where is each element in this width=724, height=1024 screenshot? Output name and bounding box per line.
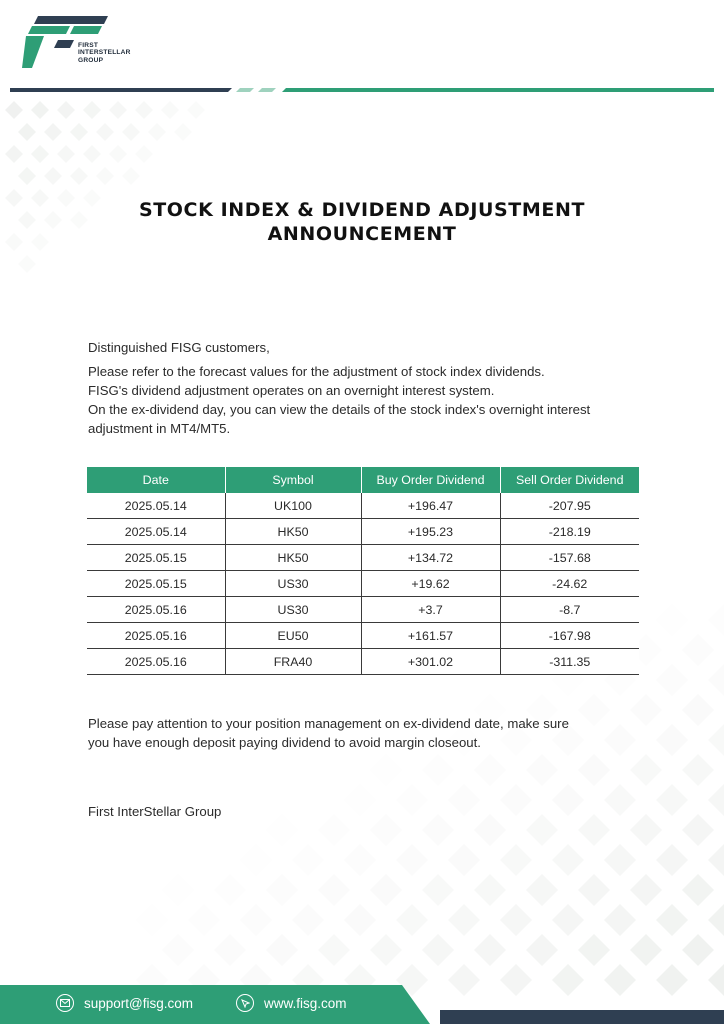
background-diamond bbox=[370, 874, 402, 906]
background-diamond bbox=[578, 754, 610, 786]
background-diamond bbox=[578, 874, 610, 906]
background-diamond bbox=[656, 784, 688, 816]
cell-buy-dividend: +301.02 bbox=[361, 649, 500, 675]
cell-sell-dividend: -157.68 bbox=[500, 545, 639, 571]
cell-date: 2025.05.15 bbox=[87, 545, 225, 571]
intro-paragraph bbox=[88, 362, 648, 438]
background-diamond bbox=[292, 904, 324, 936]
background-diamond bbox=[396, 844, 428, 876]
background-diamond bbox=[31, 233, 49, 251]
background-diamond bbox=[18, 167, 36, 185]
background-diamond bbox=[682, 754, 714, 786]
signoff: First InterStellar Group bbox=[88, 804, 222, 819]
background-diamond bbox=[370, 934, 402, 966]
background-diamond bbox=[187, 101, 205, 119]
table-row bbox=[87, 649, 639, 675]
background-diamond bbox=[526, 934, 558, 966]
background-diamond bbox=[70, 167, 88, 185]
background-diamond bbox=[44, 123, 62, 141]
logo-line: GROUP bbox=[78, 56, 104, 64]
background-diamond bbox=[266, 934, 298, 966]
background-diamond bbox=[31, 145, 49, 163]
background-diamond bbox=[5, 189, 23, 207]
background-diamond bbox=[370, 754, 402, 786]
logo-line: FIRST bbox=[78, 42, 99, 49]
cell-symbol: HK50 bbox=[225, 519, 361, 545]
background-diamond bbox=[162, 874, 194, 906]
footer-dark-band bbox=[440, 1010, 724, 1024]
background-diamond bbox=[161, 101, 179, 119]
cell-buy-dividend: +195.23 bbox=[361, 519, 500, 545]
background-diamond bbox=[5, 233, 23, 251]
cell-symbol: HK50 bbox=[225, 545, 361, 571]
background-diamond bbox=[148, 123, 166, 141]
column-header-buy-dividend: Buy Order Dividend bbox=[361, 467, 500, 493]
cell-date: 2025.05.14 bbox=[87, 519, 225, 545]
background-diamond bbox=[682, 694, 714, 726]
cell-sell-dividend: -8.7 bbox=[500, 597, 639, 623]
background-diamond bbox=[318, 874, 350, 906]
cell-sell-dividend: -218.19 bbox=[500, 519, 639, 545]
background-diamond bbox=[240, 844, 272, 876]
background-diamond bbox=[174, 123, 192, 141]
table-row bbox=[87, 571, 639, 597]
background-diamond bbox=[604, 904, 636, 936]
background-diamond bbox=[422, 874, 454, 906]
background-diamond bbox=[656, 904, 688, 936]
footer bbox=[0, 985, 724, 1024]
cell-buy-dividend: +3.7 bbox=[361, 597, 500, 623]
intro-line: Please refer to the forecast values for the adjustment of stock index dividends. bbox=[88, 364, 545, 379]
footer-website-text[interactable]: www.fisg.com bbox=[264, 995, 347, 1011]
cell-buy-dividend: +19.62 bbox=[361, 571, 500, 597]
cell-symbol: EU50 bbox=[225, 623, 361, 649]
cell-buy-dividend: +196.47 bbox=[361, 493, 500, 519]
background-diamond bbox=[630, 754, 662, 786]
background-diamond bbox=[682, 874, 714, 906]
notice-line: you have enough deposit paying dividend to avoid margin closeout. bbox=[88, 735, 481, 750]
footer-email-link[interactable] bbox=[56, 994, 193, 1012]
cell-date: 2025.05.15 bbox=[87, 571, 225, 597]
background-diamond bbox=[708, 904, 724, 936]
title-line-1: STOCK INDEX & DIVIDEND ADJUSTMENT bbox=[138, 199, 586, 221]
background-diamond bbox=[656, 664, 688, 696]
logo-line: INTERSTELLAR bbox=[78, 49, 131, 57]
background-diamond bbox=[656, 844, 688, 876]
background-diamond bbox=[70, 123, 88, 141]
cell-sell-dividend: -24.62 bbox=[500, 571, 639, 597]
background-diamond bbox=[162, 934, 194, 966]
background-diamond bbox=[474, 874, 506, 906]
background-diamond bbox=[526, 874, 558, 906]
background-diamond bbox=[44, 167, 62, 185]
background-diamond bbox=[448, 844, 480, 876]
background-diamond bbox=[122, 123, 140, 141]
background-diamond bbox=[135, 145, 153, 163]
greeting: Distinguished FISG customers, bbox=[88, 340, 270, 355]
table-row bbox=[87, 623, 639, 649]
cell-buy-dividend: +134.72 bbox=[361, 545, 500, 571]
background-diamond bbox=[18, 123, 36, 141]
background-diamond bbox=[708, 784, 724, 816]
margin-notice bbox=[88, 714, 648, 752]
background-diamond bbox=[18, 255, 36, 273]
background-diamond bbox=[240, 904, 272, 936]
background-diamond bbox=[292, 844, 324, 876]
column-header-sell-dividend: Sell Order Dividend bbox=[500, 467, 639, 493]
background-diamond bbox=[5, 101, 23, 119]
cell-date: 2025.05.16 bbox=[87, 597, 225, 623]
background-diamond bbox=[5, 145, 23, 163]
background-diamond bbox=[83, 101, 101, 119]
background-diamond bbox=[214, 874, 246, 906]
background-diamond bbox=[682, 634, 714, 666]
background-diamond bbox=[578, 934, 610, 966]
background-diamond bbox=[656, 604, 688, 636]
cell-date: 2025.05.14 bbox=[87, 493, 225, 519]
background-diamond bbox=[422, 934, 454, 966]
footer-email-text[interactable]: support@fisg.com bbox=[84, 995, 193, 1011]
background-diamond bbox=[448, 904, 480, 936]
cell-buy-dividend: +161.57 bbox=[361, 623, 500, 649]
background-diamond bbox=[552, 904, 584, 936]
background-diamond bbox=[83, 145, 101, 163]
cell-date: 2025.05.16 bbox=[87, 649, 225, 675]
background-diamond bbox=[396, 904, 428, 936]
cell-symbol: FRA40 bbox=[225, 649, 361, 675]
background-diamond bbox=[44, 211, 62, 229]
table-row bbox=[87, 545, 639, 571]
background-diamond bbox=[682, 934, 714, 966]
cell-sell-dividend: -167.98 bbox=[500, 623, 639, 649]
notice-line: Please pay attention to your position management on ex-dividend date, make sure bbox=[88, 716, 569, 731]
announcement-title bbox=[80, 198, 644, 246]
background-diamond bbox=[344, 844, 376, 876]
logo-wordmark bbox=[78, 42, 131, 64]
background-diamond bbox=[122, 167, 140, 185]
column-header-date: Date bbox=[87, 467, 225, 493]
envelope-icon bbox=[56, 994, 74, 1012]
background-diamond bbox=[57, 145, 75, 163]
background-diamond bbox=[96, 167, 114, 185]
background-diamond bbox=[656, 724, 688, 756]
background-diamond bbox=[474, 754, 506, 786]
background-diamond bbox=[57, 101, 75, 119]
intro-line: adjustment in MT4/MT5. bbox=[88, 421, 231, 436]
background-diamond bbox=[708, 664, 724, 696]
background-diamond bbox=[500, 844, 532, 876]
background-diamond bbox=[682, 814, 714, 846]
table-row bbox=[87, 519, 639, 545]
table-header-row bbox=[87, 467, 639, 493]
background-diamond bbox=[500, 904, 532, 936]
cell-date: 2025.05.16 bbox=[87, 623, 225, 649]
header-stripe bbox=[10, 86, 714, 94]
background-diamond bbox=[344, 904, 376, 936]
background-diamond bbox=[136, 904, 168, 936]
background-diamond bbox=[31, 189, 49, 207]
background-diamond bbox=[135, 101, 153, 119]
background-diamond bbox=[96, 123, 114, 141]
cell-symbol: US30 bbox=[225, 597, 361, 623]
background-diamond bbox=[552, 844, 584, 876]
cursor-icon bbox=[236, 994, 254, 1012]
background-diamond bbox=[630, 934, 662, 966]
background-diamond bbox=[18, 211, 36, 229]
background-diamond bbox=[109, 145, 127, 163]
intro-line: On the ex-dividend day, you can view the details of the stock index's overnight interest bbox=[88, 402, 591, 417]
background-diamond bbox=[31, 101, 49, 119]
background-diamond bbox=[214, 934, 246, 966]
title-line-2: ANNOUNCEMENT bbox=[267, 223, 457, 245]
background-diamond bbox=[708, 844, 724, 876]
background-diamond bbox=[188, 904, 220, 936]
background-diamond bbox=[318, 934, 350, 966]
background-diamond bbox=[708, 604, 724, 636]
background-diamond bbox=[474, 934, 506, 966]
background-diamond bbox=[708, 724, 724, 756]
cell-symbol: UK100 bbox=[225, 493, 361, 519]
background-diamond bbox=[422, 754, 454, 786]
background-diamond bbox=[109, 101, 127, 119]
cell-symbol: US30 bbox=[225, 571, 361, 597]
background-diamond bbox=[57, 189, 75, 207]
background-diamond bbox=[526, 754, 558, 786]
background-diamond bbox=[630, 874, 662, 906]
dividend-table bbox=[87, 467, 639, 675]
background-diamond bbox=[266, 874, 298, 906]
table-row bbox=[87, 493, 639, 519]
intro-line: FISG's dividend adjustment operates on an overnight interest system. bbox=[88, 383, 495, 398]
column-header-symbol: Symbol bbox=[225, 467, 361, 493]
background-diamond bbox=[604, 844, 636, 876]
cell-sell-dividend: -311.35 bbox=[500, 649, 639, 675]
cell-sell-dividend: -207.95 bbox=[500, 493, 639, 519]
footer-website-link[interactable] bbox=[236, 994, 347, 1012]
table-row bbox=[87, 597, 639, 623]
